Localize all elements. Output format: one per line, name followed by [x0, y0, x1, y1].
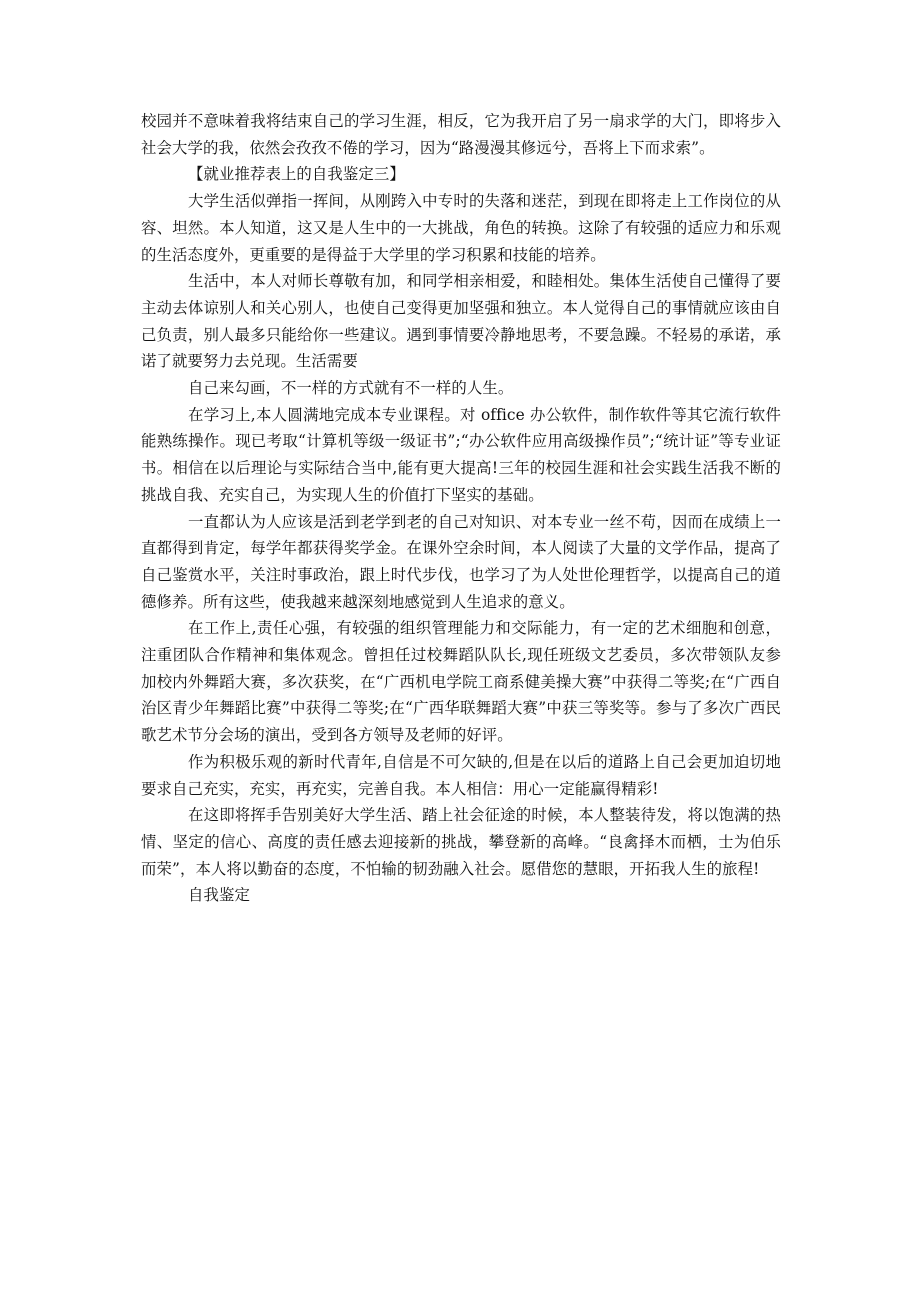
- paragraph-7: 一直都认为人应该是活到老学到老的自己对知识、对本专业一丝不苟，因而在成绩上一直都得到肯定，每学年都获得奖学金。在课外空余时间，本人阅读了大量的文学作品，提高了自己鉴赏水平，关注时事政治，跟上时代步伐，也学习了为人处世伦理哲学，以提高自己的道德修养。所有这些，使我越来越深刻地感觉到人生追求的意义。: [141, 512, 781, 611]
- paragraph-5: 自己来勾画，不一样的方式就有不一样的人生。: [188, 379, 514, 398]
- section-heading: 【就业推荐表上的自我鉴定三】: [188, 165, 405, 184]
- paragraph-8: 在工作上,责任心强，有较强的组织管理能力和交际能力，有一定的艺术细胞和创意，注重团队合作精神和集体观念。曾担任过校舞蹈队队长,现任班级文艺委员，多次带领队友参加校内外舞蹈大赛，多次获奖，在“广西机电学院工商系健美操大赛”中获得二等奖;在“广西自治区青少年舞蹈比赛”中获得二等奖;在“广西华联舞蹈大赛”中获三等奖等。参与了多次广西民歌艺术节分会场的演出，受到各方领导及老师的好评。: [141, 619, 781, 745]
- paragraph-10: 在这即将挥手告别美好大学生活、踏上社会征途的时候，本人整装待发，将以饱满的热情、坚定的信心、高度的责任感去迎接新的挑战，攀登新的高峰。“良禽择木而栖，士为伯乐而荣”，本人将以勤奋的态度，不怕输的韧劲融入社会。愿借您的慧眼，开拓我人生的旅程!: [141, 806, 781, 878]
- closing-label: 自我鉴定: [188, 886, 250, 905]
- paragraph-1: 校园并不意味着我将结束自己的学习生涯，相反，它为我开启了另一扇求学的大门，即将步入社会大学的我，依然会孜孜不倦的学习，因为“路漫漫其修远兮，吾将上下而求索”。: [141, 112, 781, 157]
- paragraph-9: 作为积极乐观的新时代青年,自信是不可欠缺的,但是在以后的道路上自己会更加迫切地要求自己充实，充实，再充实，完善自我。本人相信：用心一定能赢得精彩!: [141, 752, 781, 798]
- paragraph-4: 生活中，本人对师长尊敬有加，和同学相亲相爱，和睦相处。集体生活使自己懂得了要主动去体谅别人和关心别人，也使自己变得更加坚强和独立。本人觉得自己的事情就应该由自己负责，别人最多只能给你一些建议。遇到事情要冷静地思考，不要急躁。不轻易的承诺，承诺了就要努力去兑现。生活需要: [141, 272, 781, 371]
- paragraph-6: 在学习上,本人圆满地完成本专业课程。对 office 办公软件，制作软件等其它流行软件能熟练操作。现已考取“计算机等级一级证书”;“办公软件应用高级操作员”;“统计证”等专业证书。相信在以后理论与实际结合当中,能有更大提高!三年的校园生涯和社会实践生活我不断的挑战自我、充实自己，为实现人生的价值打下坚实的基础。: [141, 405, 781, 504]
- paragraph-3: 大学生活似弹指一挥间，从刚跨入中专时的失落和迷茫，到现在即将走上工作岗位的从容、坦然。本人知道，这又是人生中的一大挑战，角色的转换。这除了有较强的适应力和乐观的生活态度外，更重要的是得益于大学里的学习积累和技能的培养。: [141, 192, 781, 264]
- document-page: [141, 108, 781, 909]
